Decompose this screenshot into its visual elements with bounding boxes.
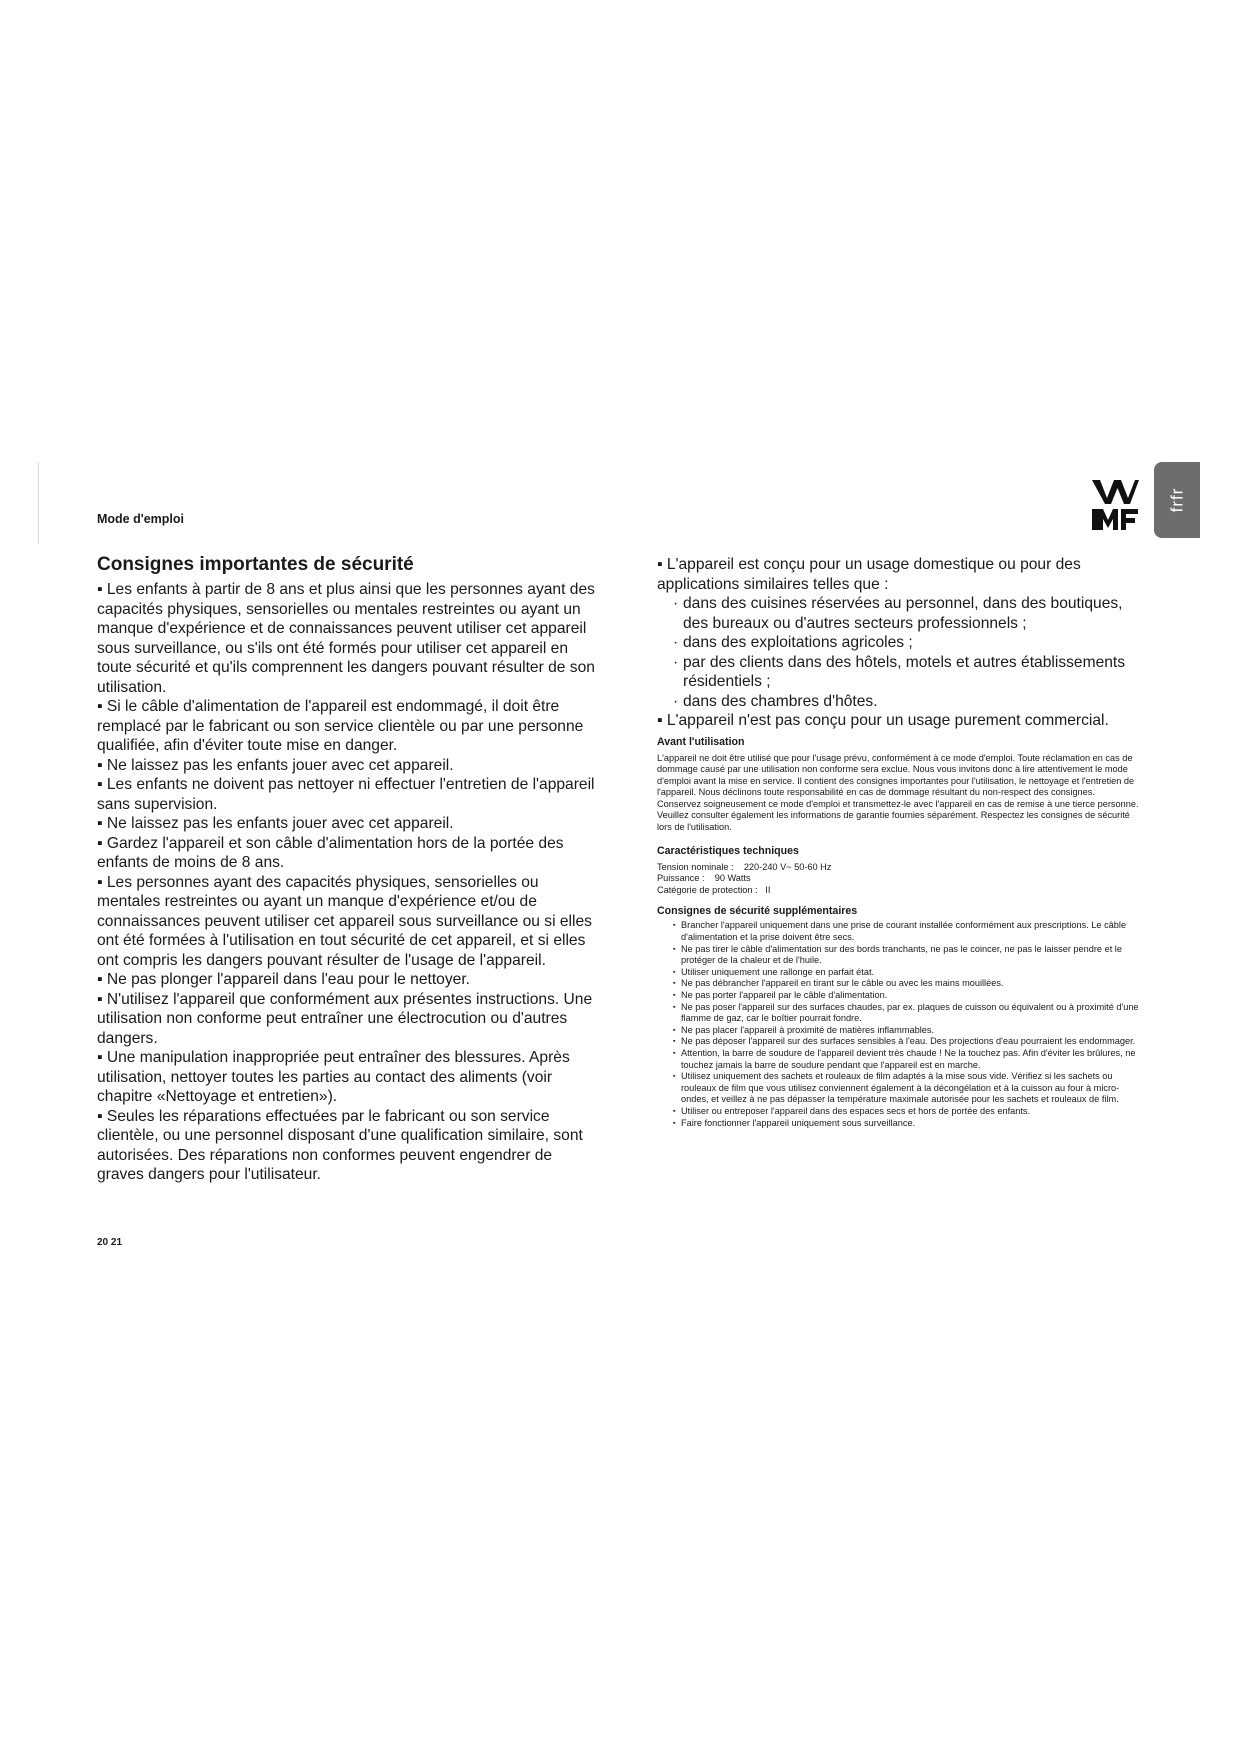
extra-safety-item: ▪ Ne pas déposer l'appareil sur des surfaces sensibles à l'eau. Des projections d'eau pourraient les endommager. bbox=[673, 1036, 1143, 1048]
before-use-paragraph: Conservez soigneusement ce mode d'emploi et transmettez-le avec l'appareil en cas de remise à une tierce personne. Veuillez consulter également les informations de garantie fournies séparément. Respectez les consignes de sécurité lors de l'utilisation. bbox=[657, 798, 1139, 833]
safety-item: ▪ Les personnes ayant des capacités physiques, sensorielles ou mentales restreintes ou ayant un manque d'expérience et/ou de connaissances peuvent utiliser cet appareil sous surveillance ou si elles ont été formées à l'utilisation en tout sécurité de cet appareil, et si elles ont compris les dangers pouvant résulter de l'usage de l'appareil. bbox=[97, 873, 592, 969]
tech-line: Tension nominale : 220-240 V~ 50-60 Hz bbox=[657, 861, 832, 872]
page-numbers: 20 21 bbox=[97, 1237, 123, 1248]
wmf-logo bbox=[1090, 478, 1140, 532]
usage-list-item: · dans des chambres d'hôtes. bbox=[673, 692, 1143, 712]
extra-safety-item: ▪ Faire fonctionner l'appareil uniquement sous surveillance. bbox=[673, 1118, 1143, 1130]
extra-safety-item: ▪ Utiliser uniquement une rallonge en parfait état. bbox=[673, 967, 1143, 979]
safety-item: ▪ Seules les réparations effectuées par le fabricant ou son service clientèle, ou une personnel disposant d'une qualification similaire, sont autorisées. Des réparations non conformes peuvent engendrer de graves dangers pour l'utilisateur. bbox=[97, 1107, 583, 1183]
usage-intro: ▪ L'appareil est conçu pour un usage domestique ou pour des applications similaires telles que : bbox=[657, 556, 1081, 593]
safety-item: ▪ N'utilisez l'appareil que conformément aux présentes instructions. Une utilisation non conforme peut entraîner une électrocution ou d'autres dangers. bbox=[97, 990, 593, 1047]
usage-list-item: · par des clients dans des hôtels, motels et autres établissements résidentiels ; bbox=[673, 653, 1143, 692]
tech-specs bbox=[657, 862, 1143, 897]
safety-item: ▪ Ne pas plonger l'appareil dans l'eau pour le nettoyer. bbox=[97, 971, 470, 988]
manual-label: Mode d'emploi bbox=[97, 512, 184, 526]
before-use-text bbox=[657, 753, 1143, 834]
extra-safety-list bbox=[657, 920, 1143, 1129]
section-title: Consignes importantes de sécurité bbox=[97, 554, 414, 575]
extra-safety-title: Consignes de sécurité supplémentaires bbox=[657, 905, 858, 918]
safety-item: ▪ Ne laissez pas les enfants jouer avec cet appareil. bbox=[97, 756, 454, 774]
extra-safety-item: ▪ Ne pas porter l'appareil par le câble d'alimentation. bbox=[673, 990, 1143, 1002]
extra-safety-item: ▪ Utiliser ou entreposer l'appareil dans des espaces secs et hors de portée des enfants. bbox=[673, 1106, 1143, 1118]
safety-item: ▪ Ne laissez pas les enfants jouer avec cet appareil. bbox=[97, 815, 454, 832]
usage-list bbox=[657, 594, 1143, 711]
extra-safety-item: ▪ Ne pas tirer le câble d'alimentation sur des bords tranchants, ne pas le coincer, ne pas le laisser pendre et le protéger de la chaleur et de l'huile. bbox=[673, 944, 1143, 967]
usage-list-item: · dans des exploitations agricoles ; bbox=[673, 633, 1143, 653]
safety-section bbox=[97, 553, 597, 1185]
tech-line: Catégorie de protection : II bbox=[657, 884, 771, 895]
language-tab-label: frfr bbox=[1167, 487, 1186, 513]
extra-safety-item: ▪ Utilisez uniquement des sachets et rouleaux de film adaptés à la mise sous vide. Vérifiez si les sachets ou rouleaux de film que vous utilisez conviennent également à la décongélation et à la cuisson au four à micro-ondes, et veillez à ne pas dépasser la température maximale autorisée pour les sachets et rouleaux de film. bbox=[673, 1071, 1143, 1106]
tech-title: Caractéristiques techniques bbox=[657, 844, 799, 857]
safety-item: ▪ Les enfants ne doivent pas nettoyer ni effectuer l'entretien de l'appareil sans supervision. bbox=[97, 776, 595, 813]
extra-safety-item: ▪ Ne pas placer l'appareil à proximité de matières inflammables. bbox=[673, 1025, 1143, 1037]
usage-outro: ▪ L'appareil n'est pas conçu pour un usage purement commercial. bbox=[657, 712, 1109, 729]
safety-item: ▪ Gardez l'appareil et son câble d'alimentation hors de la portée des enfants de moins de 8 ans. bbox=[97, 834, 564, 871]
extra-safety-item: ▪ Brancher l'appareil uniquement dans une prise de courant installée conformément aux prescriptions. Le câble d'alimentation et la prise doivent être secs. bbox=[673, 920, 1143, 943]
before-use-title: Avant l'utilisation bbox=[657, 735, 745, 748]
extra-safety-item: ▪ Attention, la barre de soudure de l'appareil devient très chaude ! Ne la touchez pas. Afin d'éviter les brûlures, ne touchez jamais la barre de soudure pendant que l'appareil est en marche. bbox=[673, 1048, 1143, 1071]
safety-list bbox=[97, 580, 597, 1185]
safety-item: ▪ Les enfants à partir de 8 ans et plus ainsi que les personnes ayant des capacités physiques, sensorielles ou mentales restreintes ou ayant un manque d'expérience et de connaissances peuvent utiliser cet appareil sous surveillance, ou s'ils ont été formés pour utiliser cet appareil en toute sécurité et qu'ils comprennent les dangers pouvant résulter de son utilisation. bbox=[97, 581, 595, 696]
right-column bbox=[657, 555, 1143, 1129]
extra-safety-item: ▪ Ne pas poser l'appareil sur des surfaces chaudes, par ex. plaques de cuisson ou équivalent ou à proximité d'une flamme de gaz, car le boîtier pourrait fondre. bbox=[673, 1002, 1143, 1025]
tech-line: Puissance : 90 Watts bbox=[657, 873, 751, 884]
extra-safety-item: ▪ Ne pas débrancher l'appareil en tirant sur le câble ou avec les mains mouillées. bbox=[673, 978, 1143, 990]
language-tab bbox=[1154, 462, 1200, 538]
usage-block bbox=[657, 555, 1143, 731]
safety-item: ▪ Si le câble d'alimentation de l'appareil est endommagé, il doit être remplacé par le fabricant ou son service clientèle ou par une personne qualifiée, afin d'éviter toute mise en danger. bbox=[97, 698, 584, 754]
margin-rule bbox=[38, 462, 39, 544]
safety-item: ▪ Une manipulation inappropriée peut entraîner des blessures. Après utilisation, nettoyer toutes les parties au contact des aliments (voir chapitre «Nettoyage et entretien»). bbox=[97, 1049, 570, 1105]
wmf-logo-icon bbox=[1090, 478, 1140, 532]
before-use-paragraph: L'appareil ne doit être utilisé que pour l'usage prévu, conformément à ce mode d'emploi. Toute réclamation en cas de dommage causé par une utilisation non conforme sera exclue. Nous vous invitons donc à lire attentivement le mode d'emploi avant la mise en service. Il contient des consignes importantes pour l'utilisation, le nettoyage et l'entretien de l'appareil. Nous déclinons toute responsabilité en cas de dommage résultant du non-respect des consignes. bbox=[657, 752, 1135, 798]
usage-list-item: · dans des cuisines réservées au personnel, dans des boutiques, des bureaux ou d'autres secteurs professionnels ; bbox=[673, 594, 1143, 633]
